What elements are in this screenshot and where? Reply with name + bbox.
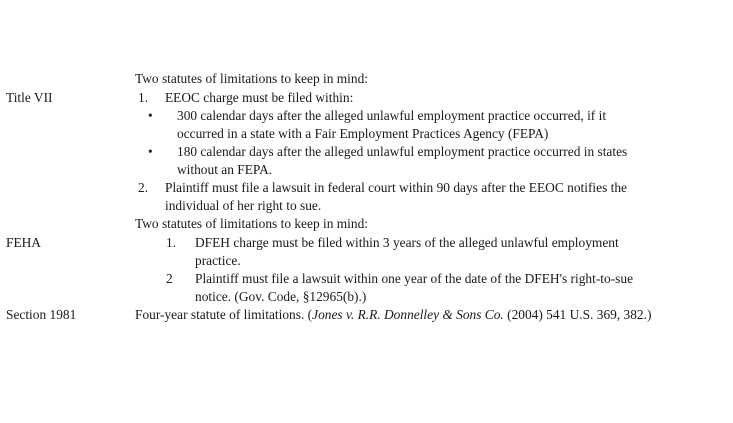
feha-item1-marker: 1.	[166, 235, 177, 250]
title-vii-item1-text: EEOC charge must be filed within:	[165, 90, 354, 105]
title-vii-bullet1-marker: •	[148, 108, 153, 123]
feha-label: FEHA	[6, 235, 41, 250]
feha-item1-line2: practice.	[195, 253, 241, 268]
feha-item2-marker: 2	[166, 271, 173, 286]
title-vii-bullet2-marker: •	[148, 144, 153, 159]
section-1981-label: Section 1981	[6, 307, 77, 322]
title-vii-item1-marker: 1.	[138, 90, 149, 105]
title-vii-label: Title VII	[6, 90, 53, 105]
feha-intro: Two statutes of limitations to keep in mind:	[135, 216, 369, 231]
title-vii-item2-line2: individual of her right to sue.	[165, 198, 322, 213]
feha-item2-line2: notice. (Gov. Code, §12965(b).)	[195, 289, 367, 304]
feha-item1-line1: DFEH charge must be filed within 3 years of the alleged unlawful employment	[195, 235, 619, 250]
title-vii-item2-marker: 2.	[138, 180, 149, 195]
title-vii-intro: Two statutes of limitations to keep in mind:	[135, 71, 369, 86]
title-vii-bullet1-line1: 300 calendar days after the alleged unlawful employment practice occurred, if it	[177, 108, 607, 123]
section-1981-text-after: (2004) 541 U.S. 369, 382.)	[503, 307, 652, 322]
title-vii-item2-line1: Plaintiff must file a lawsuit in federal court within 90 days after the EEOC notifies the	[165, 180, 627, 195]
feha-item2-line1: Plaintiff must file a lawsuit within one year of the date of the DFEH's right-to-sue	[195, 271, 634, 286]
title-vii-bullet2-line1: 180 calendar days after the alleged unlawful employment practice occurred in states	[177, 144, 628, 159]
title-vii-bullet1-line2: occurred in a state with a Fair Employment Practices Agency (FEPA)	[177, 126, 549, 141]
title-vii-bullet2-line2: without an FEPA.	[177, 162, 273, 177]
case-citation-name: Jones v. R.R. Donnelley & Sons Co.	[312, 307, 504, 322]
section-1981-text	[135, 306, 651, 324]
section-1981-text-before: Four-year statute of limitations. (	[135, 307, 313, 322]
